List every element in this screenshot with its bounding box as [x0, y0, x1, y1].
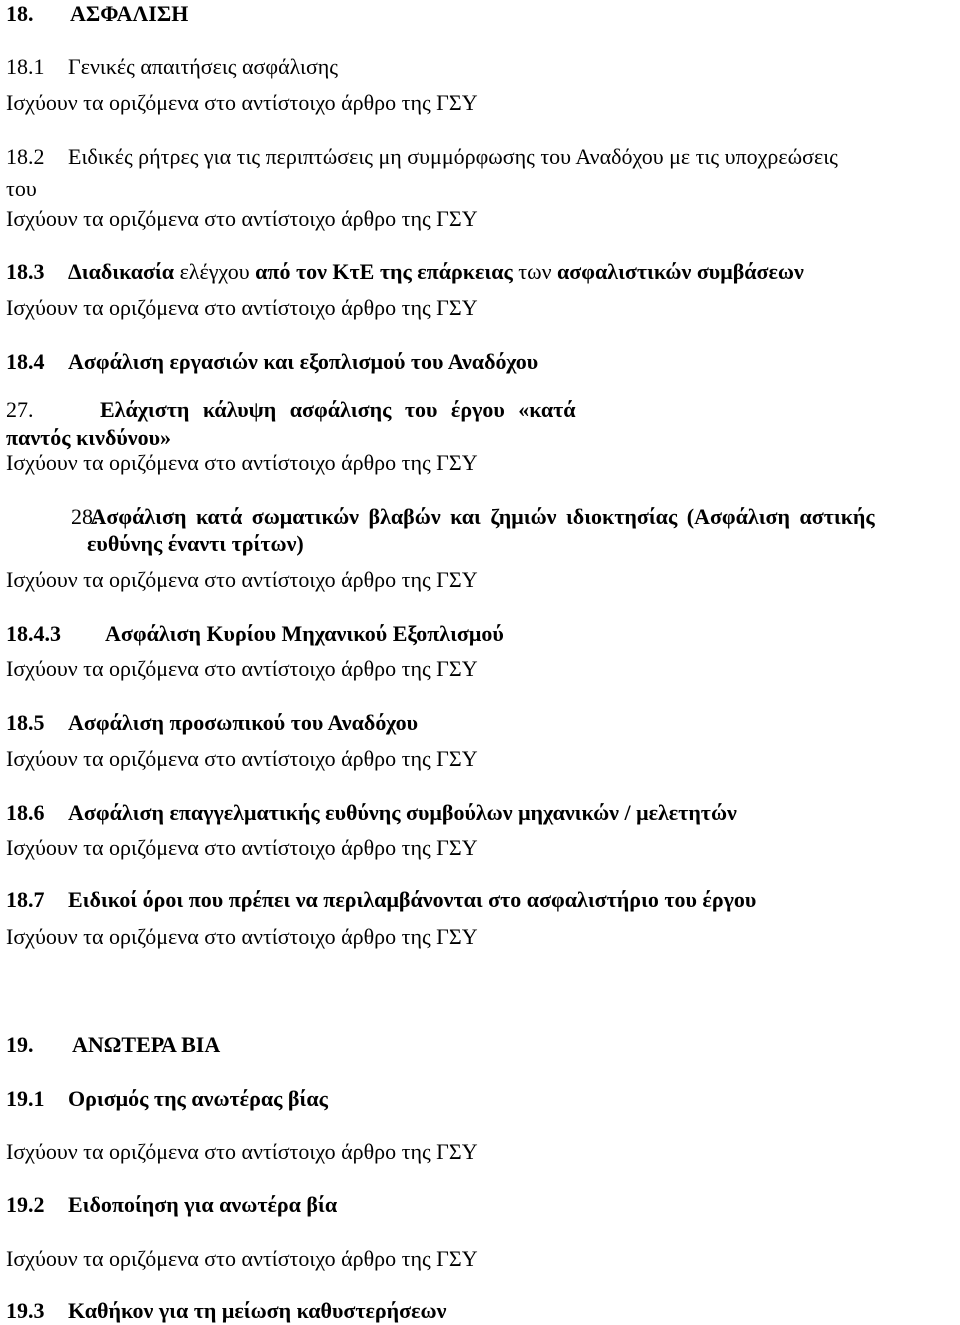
- body-text: Ισχύουν τα οριζόμενα στο αντίστοιχο άρθρο της ΓΣΥ: [6, 450, 478, 475]
- section-number: 19.3: [6, 1298, 45, 1323]
- section-number: 19.: [6, 1032, 34, 1057]
- section-18-6-heading: [6, 800, 737, 826]
- section-title: Ασφάλιση κατά σωματικών βλαβών και ζημιών ιδιοκτησίας (Ασφάλιση αστικής: [90, 504, 875, 529]
- section-number: 19.1: [6, 1086, 45, 1111]
- body-text: Ισχύουν τα οριζόμενα στο αντίστοιχο άρθρο της ΓΣΥ: [6, 924, 478, 949]
- section-number: 18.3: [6, 259, 45, 284]
- body-text: Ισχύουν τα οριζόμενα στο αντίστοιχο άρθρο της ΓΣΥ: [6, 746, 478, 771]
- section-title: Ορισμός της ανωτέρας βίας: [68, 1086, 328, 1111]
- body-text: Ισχύουν τα οριζόμενα στο αντίστοιχο άρθρο της ΓΣΥ: [6, 656, 478, 681]
- section-18-4-3-heading: [6, 621, 504, 647]
- section-title: Ειδοποίηση για ανωτέρα βία: [68, 1192, 338, 1217]
- section-number: 28.: [71, 504, 99, 529]
- section-title: Ασφάλιση προσωπικού του Αναδόχου: [68, 710, 419, 735]
- section-title: Γενικές απαιτήσεις ασφάλισης: [68, 54, 339, 79]
- section-18-4-heading: [6, 349, 538, 375]
- body-text: Ισχύουν τα οριζόμενα στο αντίστοιχο άρθρο της ΓΣΥ: [6, 567, 478, 592]
- section-number: 18.4.3: [6, 621, 61, 646]
- section-title-part: από τον ΚτΕ της επάρκειας: [255, 259, 513, 284]
- section-number: 18.5: [6, 710, 45, 735]
- section-title: ΑΝΩΤΕΡΑ ΒΙΑ: [72, 1032, 221, 1057]
- section-title-part: Διαδικασία: [68, 259, 175, 284]
- section-title-tail: υποχρεώσεις: [724, 144, 838, 169]
- body-text: Ισχύουν τα οριζόμενα στο αντίστοιχο άρθρο της ΓΣΥ: [6, 206, 478, 231]
- section-18-7-heading: [6, 887, 756, 913]
- section-title: ΑΣΦΑΛΙΣΗ: [70, 1, 189, 26]
- body-text: Ισχύουν τα οριζόμενα στο αντίστοιχο άρθρο της ΓΣΥ: [6, 1139, 478, 1164]
- section-18-3-heading: [6, 259, 804, 285]
- section-title-continuation: ευθύνης έναντι τρίτων): [87, 531, 304, 556]
- section-18-heading: [6, 1, 188, 27]
- body-text: Ισχύουν τα οριζόμενα στο αντίστοιχο άρθρο της ΓΣΥ: [6, 295, 478, 320]
- section-title-continuation: παντός κινδύνου»: [6, 425, 172, 450]
- section-number: 18.2: [6, 144, 45, 169]
- section-title: Ασφάλιση επαγγελματικής ευθύνης συμβούλων μηχανικών / μελετητών: [68, 800, 737, 825]
- body-text: Ισχύουν τα οριζόμενα στο αντίστοιχο άρθρο της ΓΣΥ: [6, 1246, 478, 1271]
- section-28-heading: [71, 504, 875, 530]
- body-text: Ισχύουν τα οριζόμενα στο αντίστοιχο άρθρο της ΓΣΥ: [6, 835, 478, 860]
- section-title-part: ασφαλιστικών συμβάσεων: [557, 259, 804, 284]
- body-text: Ισχύουν τα οριζόμενα στο αντίστοιχο άρθρο της ΓΣΥ: [6, 90, 478, 115]
- section-19-1-heading: [6, 1086, 328, 1112]
- section-19-3-heading: [6, 1298, 446, 1324]
- section-18-5-heading: [6, 710, 418, 736]
- section-number: 27.: [6, 397, 34, 422]
- section-title: Ασφάλιση Κυρίου Μηχανικού Εξοπλισμού: [105, 621, 504, 646]
- section-title-part: ελέγχου: [179, 259, 250, 284]
- section-title: Ειδικές ρήτρες για τις περιπτώσεις μη συμμόρφωσης του Αναδόχου με τις: [68, 144, 720, 169]
- section-title-continuation: του: [6, 176, 37, 201]
- section-18-1-heading: [6, 54, 338, 80]
- section-number: 18.6: [6, 800, 45, 825]
- section-title: Καθήκον για τη μείωση καθυστερήσεων: [68, 1298, 447, 1323]
- section-19-heading: [6, 1032, 220, 1058]
- section-title: Ελάχιστη κάλυψη ασφάλισης του έργου «κατά: [100, 397, 576, 422]
- section-19-2-heading: [6, 1192, 337, 1218]
- section-number: 18.4: [6, 349, 45, 374]
- section-title: Ειδικοί όροι που πρέπει να περιλαμβάνονται στο ασφαλιστήριο του έργου: [68, 887, 757, 912]
- section-18-2-heading: [6, 144, 838, 170]
- section-number: 18.1: [6, 54, 45, 79]
- section-title: Ασφάλιση εργασιών και εξοπλισμού του Αναδόχου: [68, 349, 539, 374]
- section-number: 18.: [6, 1, 34, 26]
- section-27-heading: [6, 397, 576, 423]
- section-title-part: των: [518, 259, 552, 284]
- section-number: 19.2: [6, 1192, 45, 1217]
- section-number: 18.7: [6, 887, 45, 912]
